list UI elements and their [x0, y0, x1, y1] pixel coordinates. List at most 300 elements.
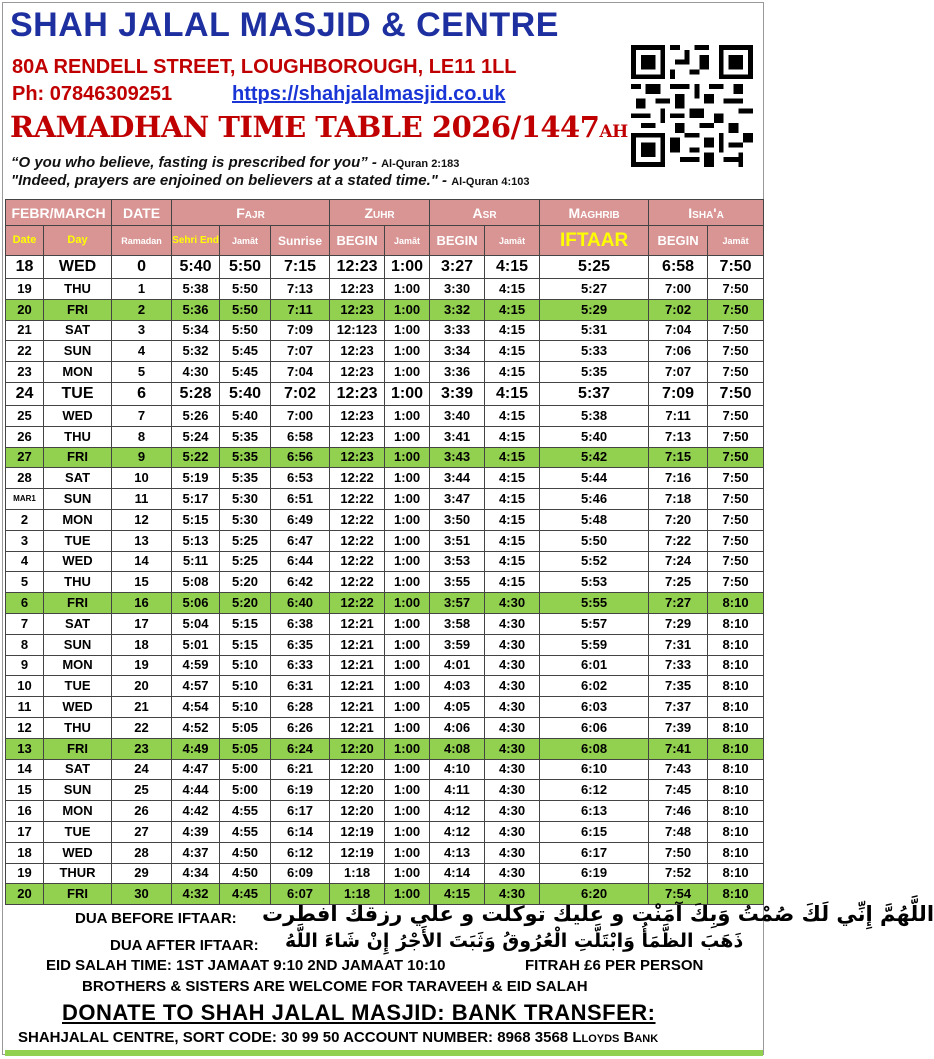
- cell-asr-jamat: 4:30: [485, 593, 540, 614]
- cell-asr-jamat: 4:15: [485, 426, 540, 447]
- cell-asr-begin: 3:53: [430, 551, 485, 572]
- taraveeh-notice: BROTHERS & SISTERS ARE WELCOME FOR TARAVEEH & EID SALAH: [82, 978, 588, 995]
- cell-sehri-end: 4:39: [172, 821, 220, 842]
- table-row: [6, 468, 764, 489]
- cell-isha-begin: 7:29: [649, 613, 708, 634]
- cell-date: 26: [6, 426, 44, 447]
- cell-zuhr-jamat: 1:00: [385, 341, 430, 362]
- cell-zuhr-jamat: 1:00: [385, 801, 430, 822]
- cell-date: 22: [6, 341, 44, 362]
- cell-isha-begin: 7:37: [649, 697, 708, 718]
- quote-1: [11, 154, 459, 171]
- cell-ramadan: 27: [112, 821, 172, 842]
- cell-date: 14: [6, 759, 44, 780]
- cell-zuhr-jamat: 1:00: [385, 279, 430, 300]
- timetable-title: [10, 110, 628, 144]
- table-row: [6, 530, 764, 551]
- cell-iftaar: 6:15: [540, 821, 649, 842]
- cell-isha-jamat: 7:50: [708, 551, 764, 572]
- bank-account-text: SHAHJALAL CENTRE, SORT CODE: 30 99 50 ACCOUNT NUMBER: 8968 3568: [18, 1029, 569, 1046]
- cell-ramadan: 5: [112, 362, 172, 383]
- cell-day: FRI: [44, 299, 112, 320]
- cell-zuhr-jamat: 1:00: [385, 299, 430, 320]
- cell-sehri-end: 5:01: [172, 634, 220, 655]
- cell-sehri-end: 5:17: [172, 489, 220, 510]
- dua-after-iftaar-label: DUA AFTER IFTAAR:: [110, 937, 259, 954]
- cell-asr-jamat: 4:30: [485, 634, 540, 655]
- col-header-fajr-jamat: Jamāt: [220, 226, 271, 256]
- qr-code-icon[interactable]: [631, 45, 753, 167]
- cell-asr-begin: 4:14: [430, 863, 485, 884]
- cell-date: 18: [6, 256, 44, 279]
- fitrah-amount: FITRAH £6 PER PERSON: [525, 957, 704, 974]
- cell-ramadan: 3: [112, 320, 172, 341]
- table-row: [6, 426, 764, 447]
- cell-isha-jamat: 7:50: [708, 382, 764, 405]
- cell-day: SAT: [44, 468, 112, 489]
- cell-date: 16: [6, 801, 44, 822]
- cell-iftaar: 6:17: [540, 842, 649, 863]
- cell-asr-begin: 4:13: [430, 842, 485, 863]
- cell-asr-jamat: 4:30: [485, 780, 540, 801]
- cell-sunrise: 7:07: [271, 341, 330, 362]
- cell-isha-jamat: 7:50: [708, 405, 764, 426]
- table-row: [6, 256, 764, 279]
- ramadhan-timetable: [5, 199, 764, 905]
- cell-fajr-jamat: 5:10: [220, 655, 271, 676]
- cell-asr-jamat: 4:15: [485, 382, 540, 405]
- cell-date: 20: [6, 884, 44, 905]
- cell-date: 5: [6, 572, 44, 593]
- cell-fajr-jamat: 5:15: [220, 634, 271, 655]
- cell-asr-jamat: 4:15: [485, 530, 540, 551]
- cell-fajr-jamat: 5:50: [220, 320, 271, 341]
- cell-zuhr-jamat: 1:00: [385, 655, 430, 676]
- cell-sunrise: 6:44: [271, 551, 330, 572]
- cell-fajr-jamat: 5:05: [220, 738, 271, 759]
- col-header-isha-jamat: Jamāt: [708, 226, 764, 256]
- cell-asr-jamat: 4:30: [485, 842, 540, 863]
- group-header-fajr: Fajr: [172, 200, 330, 226]
- cell-zuhr-jamat: 1:00: [385, 468, 430, 489]
- cell-ramadan: 4: [112, 341, 172, 362]
- table-row: [6, 341, 764, 362]
- cell-iftaar: 6:12: [540, 780, 649, 801]
- table-row: [6, 801, 764, 822]
- cell-ramadan: 30: [112, 884, 172, 905]
- cell-sehri-end: 4:49: [172, 738, 220, 759]
- cell-zuhr-jamat: 1:00: [385, 509, 430, 530]
- timetable-title-text: RAMADHAN TIME TABLE 2026/1447: [10, 110, 600, 144]
- cell-isha-jamat: 7:50: [708, 572, 764, 593]
- cell-asr-begin: 4:10: [430, 759, 485, 780]
- cell-date: 11: [6, 697, 44, 718]
- cell-date: 10: [6, 676, 44, 697]
- cell-asr-begin: 3:32: [430, 299, 485, 320]
- table-row: [6, 676, 764, 697]
- cell-sehri-end: 5:32: [172, 341, 220, 362]
- cell-day: THUR: [44, 863, 112, 884]
- cell-day: MON: [44, 362, 112, 383]
- cell-fajr-jamat: 5:00: [220, 780, 271, 801]
- cell-asr-jamat: 4:15: [485, 341, 540, 362]
- cell-sehri-end: 4:47: [172, 759, 220, 780]
- group-header-maghrib: Maghrib: [540, 200, 649, 226]
- cell-fajr-jamat: 5:05: [220, 717, 271, 738]
- cell-date: 13: [6, 738, 44, 759]
- cell-asr-jamat: 4:30: [485, 676, 540, 697]
- table-row: [6, 447, 764, 468]
- cell-isha-begin: 7:48: [649, 821, 708, 842]
- group-header-row: [6, 200, 764, 226]
- cell-sunrise: 7:00: [271, 405, 330, 426]
- cell-sehri-end: 5:13: [172, 530, 220, 551]
- cell-date: 9: [6, 655, 44, 676]
- cell-isha-begin: 6:58: [649, 256, 708, 279]
- cell-zuhr-jamat: 1:00: [385, 821, 430, 842]
- cell-zuhr-jamat: 1:00: [385, 759, 430, 780]
- cell-isha-begin: 7:31: [649, 634, 708, 655]
- cell-zuhr-begin: 12:23: [330, 382, 385, 405]
- col-header-sunrise: Sunrise: [271, 226, 330, 256]
- cell-day: SAT: [44, 759, 112, 780]
- cell-zuhr-begin: 12:21: [330, 655, 385, 676]
- cell-sunrise: 6:26: [271, 717, 330, 738]
- table-row: [6, 842, 764, 863]
- cell-fajr-jamat: 5:50: [220, 256, 271, 279]
- cell-asr-jamat: 4:15: [485, 256, 540, 279]
- cell-iftaar: 5:46: [540, 489, 649, 510]
- cell-zuhr-jamat: 1:00: [385, 780, 430, 801]
- cell-isha-begin: 7:07: [649, 362, 708, 383]
- cell-asr-jamat: 4:15: [485, 572, 540, 593]
- cell-date: 28: [6, 468, 44, 489]
- cell-asr-jamat: 4:30: [485, 863, 540, 884]
- cell-asr-begin: 3:58: [430, 613, 485, 634]
- cell-isha-begin: 7:46: [649, 801, 708, 822]
- address: 80A RENDELL STREET, LOUGHBOROUGH, LE11 1LL: [12, 56, 517, 78]
- cell-isha-jamat: 8:10: [708, 884, 764, 905]
- cell-asr-jamat: 4:15: [485, 320, 540, 341]
- cell-ramadan: 23: [112, 738, 172, 759]
- cell-date: 17: [6, 821, 44, 842]
- cell-fajr-jamat: 5:35: [220, 468, 271, 489]
- cell-zuhr-begin: 12:23: [330, 362, 385, 383]
- cell-zuhr-jamat: 1:00: [385, 320, 430, 341]
- cell-isha-begin: 7:43: [649, 759, 708, 780]
- cell-zuhr-begin: 12:123: [330, 320, 385, 341]
- cell-asr-jamat: 4:15: [485, 447, 540, 468]
- cell-zuhr-jamat: 1:00: [385, 884, 430, 905]
- table-row: [6, 738, 764, 759]
- cell-asr-begin: 4:12: [430, 821, 485, 842]
- cell-zuhr-begin: 12:21: [330, 676, 385, 697]
- cell-isha-begin: 7:39: [649, 717, 708, 738]
- cell-asr-jamat: 4:30: [485, 717, 540, 738]
- cell-isha-jamat: 7:50: [708, 320, 764, 341]
- cell-sunrise: 6:56: [271, 447, 330, 468]
- cell-asr-jamat: 4:15: [485, 468, 540, 489]
- cell-iftaar: 5:29: [540, 299, 649, 320]
- cell-isha-begin: 7:25: [649, 572, 708, 593]
- cell-day: THU: [44, 426, 112, 447]
- cell-iftaar: 5:27: [540, 279, 649, 300]
- cell-zuhr-begin: 12:21: [330, 613, 385, 634]
- cell-fajr-jamat: 5:15: [220, 613, 271, 634]
- cell-isha-jamat: 8:10: [708, 801, 764, 822]
- cell-fajr-jamat: 5:10: [220, 697, 271, 718]
- quote-2: [11, 172, 529, 189]
- cell-zuhr-jamat: 1:00: [385, 382, 430, 405]
- cell-zuhr-begin: 12:23: [330, 279, 385, 300]
- cell-day: SUN: [44, 780, 112, 801]
- cell-asr-begin: 3:39: [430, 382, 485, 405]
- cell-fajr-jamat: 5:10: [220, 676, 271, 697]
- cell-zuhr-begin: 12:22: [330, 530, 385, 551]
- cell-isha-begin: 7:09: [649, 382, 708, 405]
- cell-zuhr-jamat: 1:00: [385, 256, 430, 279]
- cell-date: MAR1: [6, 489, 44, 510]
- cell-ramadan: 28: [112, 842, 172, 863]
- cell-asr-begin: 4:12: [430, 801, 485, 822]
- cell-iftaar: 6:02: [540, 676, 649, 697]
- cell-zuhr-begin: 12:19: [330, 842, 385, 863]
- cell-sunrise: 6:19: [271, 780, 330, 801]
- cell-isha-jamat: 8:10: [708, 634, 764, 655]
- cell-asr-jamat: 4:30: [485, 884, 540, 905]
- cell-fajr-jamat: 5:25: [220, 530, 271, 551]
- cell-ramadan: 0: [112, 256, 172, 279]
- cell-date: 27: [6, 447, 44, 468]
- cell-isha-begin: 7:11: [649, 405, 708, 426]
- cell-isha-jamat: 8:10: [708, 780, 764, 801]
- cell-sunrise: 6:28: [271, 697, 330, 718]
- cell-day: TUE: [44, 382, 112, 405]
- cell-isha-jamat: 7:50: [708, 426, 764, 447]
- timetable-title-suffix: AH: [599, 122, 628, 142]
- cell-ramadan: 20: [112, 676, 172, 697]
- cell-day: MON: [44, 801, 112, 822]
- cell-asr-jamat: 4:30: [485, 655, 540, 676]
- cell-asr-begin: 3:44: [430, 468, 485, 489]
- cell-sehri-end: 4:34: [172, 863, 220, 884]
- quote-2-text: "Indeed, prayers are enjoined on believers at a stated time." -: [11, 172, 448, 189]
- cell-iftaar: 5:57: [540, 613, 649, 634]
- cell-fajr-jamat: 4:55: [220, 801, 271, 822]
- cell-iftaar: 6:08: [540, 738, 649, 759]
- cell-isha-jamat: 7:50: [708, 362, 764, 383]
- cell-zuhr-jamat: 1:00: [385, 405, 430, 426]
- cell-day: FRI: [44, 738, 112, 759]
- cell-ramadan: 26: [112, 801, 172, 822]
- cell-sunrise: 6:09: [271, 863, 330, 884]
- cell-sehri-end: 5:19: [172, 468, 220, 489]
- cell-iftaar: 5:33: [540, 341, 649, 362]
- col-header-day: Day: [44, 226, 112, 256]
- quote-1-source: Al-Quran 2:183: [381, 158, 460, 170]
- cell-day: TUE: [44, 676, 112, 697]
- cell-isha-begin: 7:04: [649, 320, 708, 341]
- cell-zuhr-begin: 12:20: [330, 801, 385, 822]
- cell-zuhr-jamat: 1:00: [385, 447, 430, 468]
- col-header-zuhr-jamat: Jamāt: [385, 226, 430, 256]
- cell-sunrise: 6:42: [271, 572, 330, 593]
- cell-zuhr-begin: 12:23: [330, 299, 385, 320]
- group-header-date: DATE: [112, 200, 172, 226]
- cell-date: 24: [6, 382, 44, 405]
- cell-asr-jamat: 4:30: [485, 821, 540, 842]
- cell-day: SAT: [44, 613, 112, 634]
- cell-asr-jamat: 4:30: [485, 759, 540, 780]
- cell-iftaar: 5:35: [540, 362, 649, 383]
- cell-sehri-end: 5:06: [172, 593, 220, 614]
- cell-iftaar: 6:01: [540, 655, 649, 676]
- cell-isha-begin: 7:16: [649, 468, 708, 489]
- cell-fajr-jamat: 4:55: [220, 821, 271, 842]
- cell-sehri-end: 4:42: [172, 801, 220, 822]
- cell-sunrise: 7:11: [271, 299, 330, 320]
- cell-sunrise: 6:33: [271, 655, 330, 676]
- cell-sunrise: 7:09: [271, 320, 330, 341]
- cell-asr-begin: 3:27: [430, 256, 485, 279]
- cell-day: WED: [44, 697, 112, 718]
- bank-details: [18, 1029, 658, 1046]
- cell-isha-begin: 7:35: [649, 676, 708, 697]
- cell-asr-begin: 3:51: [430, 530, 485, 551]
- cell-zuhr-begin: 12:23: [330, 447, 385, 468]
- cell-asr-jamat: 4:15: [485, 551, 540, 572]
- cell-fajr-jamat: 5:30: [220, 489, 271, 510]
- cell-day: MON: [44, 509, 112, 530]
- cell-ramadan: 17: [112, 613, 172, 634]
- cell-isha-begin: 7:02: [649, 299, 708, 320]
- table-row: [6, 509, 764, 530]
- cell-sehri-end: 5:34: [172, 320, 220, 341]
- cell-isha-jamat: 7:50: [708, 447, 764, 468]
- cell-fajr-jamat: 5:35: [220, 426, 271, 447]
- cell-sehri-end: 4:44: [172, 780, 220, 801]
- cell-asr-begin: 4:05: [430, 697, 485, 718]
- cell-iftaar: 5:53: [540, 572, 649, 593]
- cell-date: 7: [6, 613, 44, 634]
- cell-fajr-jamat: 5:50: [220, 279, 271, 300]
- masjid-title: SHAH JALAL MASJID & CENTRE: [10, 6, 559, 44]
- cell-zuhr-jamat: 1:00: [385, 426, 430, 447]
- cell-sehri-end: 5:08: [172, 572, 220, 593]
- bank-name: Lloyds Bank: [572, 1029, 659, 1046]
- bottom-bar: [5, 1050, 763, 1056]
- cell-date: 19: [6, 863, 44, 884]
- table-row: [6, 362, 764, 383]
- cell-iftaar: 6:03: [540, 697, 649, 718]
- table-row: [6, 655, 764, 676]
- cell-iftaar: 6:19: [540, 863, 649, 884]
- cell-date: 18: [6, 842, 44, 863]
- cell-fajr-jamat: 5:45: [220, 341, 271, 362]
- cell-isha-jamat: 7:50: [708, 279, 764, 300]
- cell-asr-begin: 3:55: [430, 572, 485, 593]
- cell-zuhr-begin: 12:22: [330, 468, 385, 489]
- cell-fajr-jamat: 4:50: [220, 842, 271, 863]
- cell-asr-begin: 3:36: [430, 362, 485, 383]
- cell-zuhr-begin: 12:23: [330, 405, 385, 426]
- cell-isha-jamat: 8:10: [708, 655, 764, 676]
- cell-sunrise: 6:24: [271, 738, 330, 759]
- cell-ramadan: 2: [112, 299, 172, 320]
- cell-iftaar: 6:10: [540, 759, 649, 780]
- cell-zuhr-begin: 12:23: [330, 256, 385, 279]
- cell-iftaar: 5:55: [540, 593, 649, 614]
- cell-iftaar: 6:13: [540, 801, 649, 822]
- cell-sunrise: 6:47: [271, 530, 330, 551]
- cell-iftaar: 5:31: [540, 320, 649, 341]
- col-header-asr-begin: BEGIN: [430, 226, 485, 256]
- table-row: [6, 717, 764, 738]
- cell-isha-jamat: 7:50: [708, 256, 764, 279]
- cell-zuhr-begin: 1:18: [330, 884, 385, 905]
- cell-zuhr-jamat: 1:00: [385, 676, 430, 697]
- cell-day: THU: [44, 717, 112, 738]
- dua-before-iftaar-label: DUA BEFORE IFTAAR:: [75, 910, 237, 927]
- group-header-febr-march: FEBR/MARCH: [6, 200, 112, 226]
- cell-date: 3: [6, 530, 44, 551]
- cell-fajr-jamat: 4:50: [220, 863, 271, 884]
- col-header-zuhr-begin: BEGIN: [330, 226, 385, 256]
- cell-iftaar: 5:37: [540, 382, 649, 405]
- group-header-zuhr: Zuhr: [330, 200, 430, 226]
- cell-isha-begin: 7:33: [649, 655, 708, 676]
- cell-asr-begin: 3:43: [430, 447, 485, 468]
- cell-sunrise: 6:40: [271, 593, 330, 614]
- table-row: [6, 489, 764, 510]
- cell-sunrise: 6:07: [271, 884, 330, 905]
- cell-asr-begin: 3:40: [430, 405, 485, 426]
- cell-asr-jamat: 4:15: [485, 509, 540, 530]
- cell-asr-jamat: 4:15: [485, 362, 540, 383]
- cell-isha-begin: 7:18: [649, 489, 708, 510]
- cell-ramadan: 13: [112, 530, 172, 551]
- cell-iftaar: 5:44: [540, 468, 649, 489]
- cell-fajr-jamat: 4:45: [220, 884, 271, 905]
- cell-isha-jamat: 8:10: [708, 613, 764, 634]
- cell-asr-begin: 4:03: [430, 676, 485, 697]
- cell-day: FRI: [44, 884, 112, 905]
- cell-sehri-end: 5:26: [172, 405, 220, 426]
- cell-zuhr-begin: 12:21: [330, 717, 385, 738]
- dua-before-iftaar-arabic: اللَّهُمَّ إِنِّي لَكَ صُمْتُ وَبِكَ آمَنْت و عليك توكلت و علي رزقك افطرت: [262, 902, 934, 926]
- cell-asr-begin: 4:11: [430, 780, 485, 801]
- col-header-isha-begin: BEGIN: [649, 226, 708, 256]
- cell-day: FRI: [44, 593, 112, 614]
- column-header-row: [6, 226, 764, 256]
- table-row: [6, 613, 764, 634]
- table-row: [6, 863, 764, 884]
- cell-zuhr-begin: 12:23: [330, 341, 385, 362]
- cell-iftaar: 5:59: [540, 634, 649, 655]
- cell-sunrise: 7:02: [271, 382, 330, 405]
- cell-day: SAT: [44, 320, 112, 341]
- cell-date: 4: [6, 551, 44, 572]
- cell-date: 23: [6, 362, 44, 383]
- cell-zuhr-jamat: 1:00: [385, 717, 430, 738]
- cell-ramadan: 6: [112, 382, 172, 405]
- website-link[interactable]: https://shahjalalmasjid.co.uk: [232, 83, 506, 105]
- cell-fajr-jamat: 5:25: [220, 551, 271, 572]
- cell-day: MON: [44, 655, 112, 676]
- cell-day: THU: [44, 572, 112, 593]
- cell-ramadan: 14: [112, 551, 172, 572]
- cell-isha-begin: 7:52: [649, 863, 708, 884]
